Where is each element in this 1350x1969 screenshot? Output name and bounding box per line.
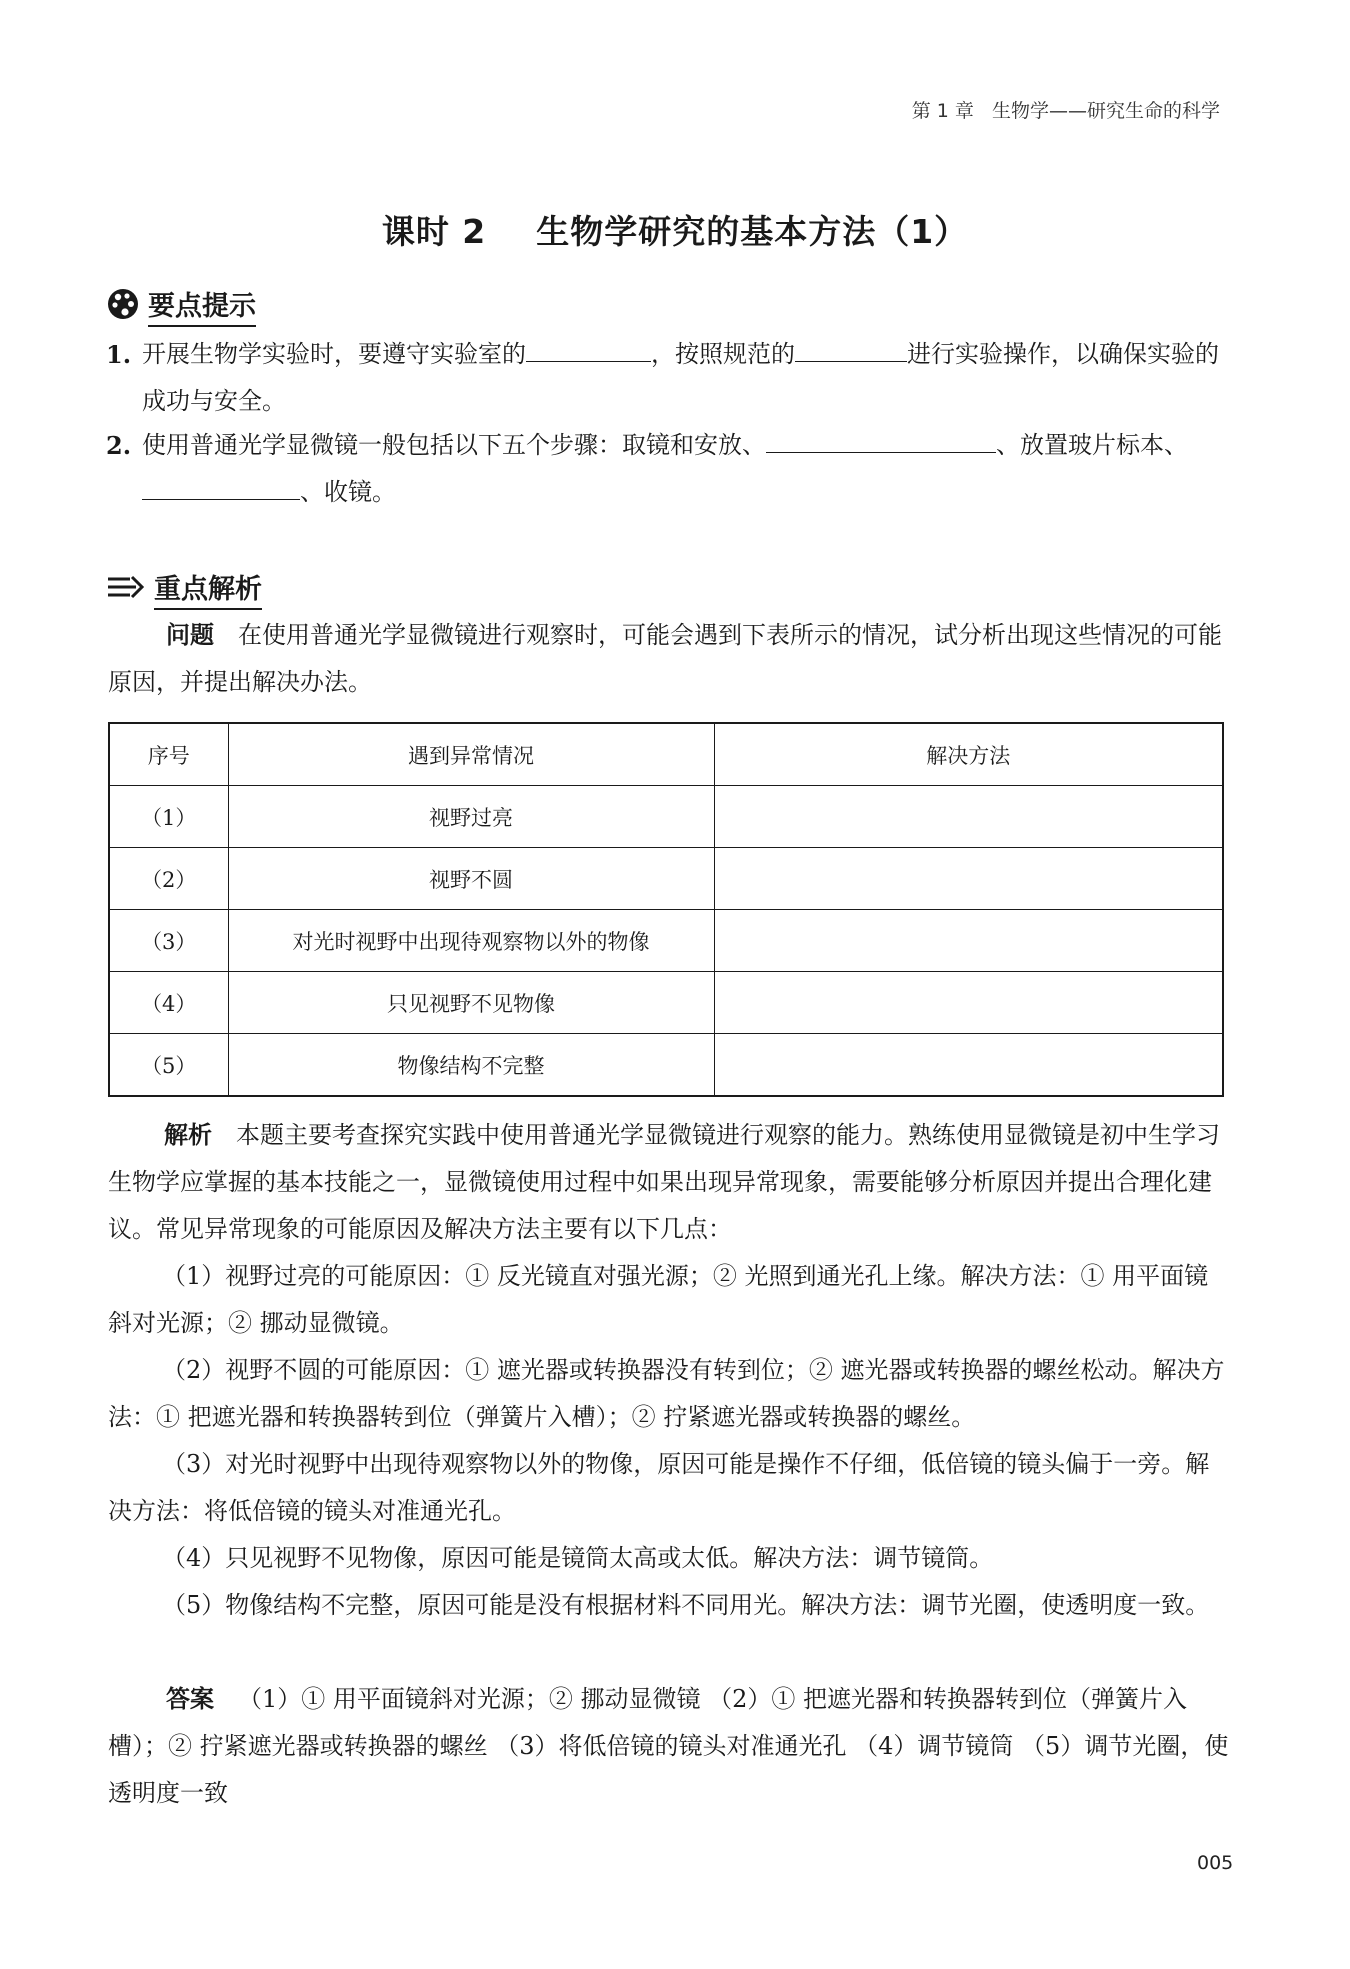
row-number: （5） [109,1034,228,1097]
palette-icon [106,287,140,325]
solution-cell[interactable] [714,786,1223,848]
column-header: 解决方法 [714,723,1223,786]
analysis-point-5: （5）物像结构不完整，原因可能是没有根据材料不同用光。解决方法：调节光圈，使透明度一致。 [162,1591,1210,1619]
answer-label: 答案 [166,1685,214,1713]
fill-blank-question-2 [106,422,1231,516]
fill-blank-question-1 [106,331,1231,425]
analysis-text: 本题主要考查探究实践中使用普通光学显微镜进行观察的能力。熟练使用显微镜是初中生学习生物学应掌握的基本技能之一，显微镜使用过程中如果出现异常现象，需要能够分析原因并提出合理化建议。常见异常现象的可能原因及解决方法主要有以下几点： [108,1121,1220,1243]
table-row [109,910,1223,972]
table-row [109,786,1223,848]
question-number: 1. [106,340,132,369]
answer-paragraph [108,1676,1230,1817]
question-text: 在使用普通光学显微镜进行观察时，可能会遇到下表所示的情况，试分析出现这些情况的可能原因，并提出解决办法。 [108,621,1222,696]
abnormal-situations-table [108,722,1224,1097]
answer-blank[interactable] [795,335,907,362]
table-header-row [109,723,1223,786]
question-text: 、放置玻片标本、 [996,431,1188,459]
solution-cell[interactable] [714,1034,1223,1097]
question-text: ，按照规范的 [651,340,795,368]
question-paragraph [108,612,1230,706]
answer-blank[interactable] [526,335,651,362]
answer-blank[interactable] [142,473,300,500]
situation-cell: 视野过亮 [228,786,714,848]
question-text: 进行实验操作，以确保实验的成功与安全。 [142,340,1219,415]
section-analysis-heading [106,567,262,610]
solution-cell[interactable] [714,848,1223,910]
row-number: （2） [109,848,228,910]
solution-cell[interactable] [714,972,1223,1034]
question-text: 开展生物学实验时，要遵守实验室的 [142,340,526,368]
lines-arrow-icon [106,573,146,605]
question-text: 使用普通光学显微镜一般包括以下五个步骤：取镜和安放、 [142,431,766,459]
table-row [109,1034,1223,1097]
analysis-paragraph [108,1112,1230,1253]
analysis-point-2: （2）视野不圆的可能原因：① 遮光器或转换器没有转到位；② 遮光器或转换器的螺丝松动。解决方法：① 把遮光器和转换器转到位（弹簧片入槽）；② 拧紧遮光器或转换器的螺丝。 [108,1356,1225,1431]
lesson-title: 课时 2 生物学研究的基本方法（1） [381,212,969,251]
analysis-point-3: （3）对光时视野中出现待观察物以外的物像，原因可能是操作不仔细，低倍镜的镜头偏于一旁。解决方法：将低倍镜的镜头对准通光孔。 [108,1450,1210,1525]
analysis-point-1: （1）视野过亮的可能原因：① 反光镜直对强光源；② 光照到通光孔上缘。解决方法：① 用平面镜斜对光源；② 挪动显微镜。 [108,1262,1209,1337]
row-number: （1） [109,786,228,848]
answer-blank[interactable] [766,426,996,453]
table-row [109,848,1223,910]
column-header: 遇到异常情况 [228,723,714,786]
question-number: 2. [106,431,132,460]
question-label: 问题 [166,621,214,649]
column-header: 序号 [109,723,228,786]
chapter-header: 第 1 章 生物学——研究生命的科学 [911,100,1220,122]
question-text: 、收镜。 [300,478,396,506]
table-row [109,972,1223,1034]
situation-cell: 物像结构不完整 [228,1034,714,1097]
analysis-point-4: （4）只见视野不见物像，原因可能是镜筒太高或太低。解决方法：调节镜筒。 [162,1544,994,1572]
situation-cell: 对光时视野中出现待观察物以外的物像 [228,910,714,972]
analysis-label: 解析 [164,1121,212,1149]
situation-cell: 只见视野不见物像 [228,972,714,1034]
solution-cell[interactable] [714,910,1223,972]
page-number: 005 [1197,1852,1234,1874]
answer-text: （1）① 用平面镜斜对光源；② 挪动显微镜 （2）① 把遮光器和转换器转到位（弹簧片入槽）；② 拧紧遮光器或转换器的螺丝 （3）将低倍镜的镜头对准通光孔 （4）调节镜筒 （5）调节光圈，使透明度一致 [108,1685,1229,1807]
section-key-points-heading [106,284,256,327]
row-number: （4） [109,972,228,1034]
section-title: 重点解析 [154,567,262,610]
section-title: 要点提示 [148,284,256,327]
row-number: （3） [109,910,228,972]
situation-cell: 视野不圆 [228,848,714,910]
